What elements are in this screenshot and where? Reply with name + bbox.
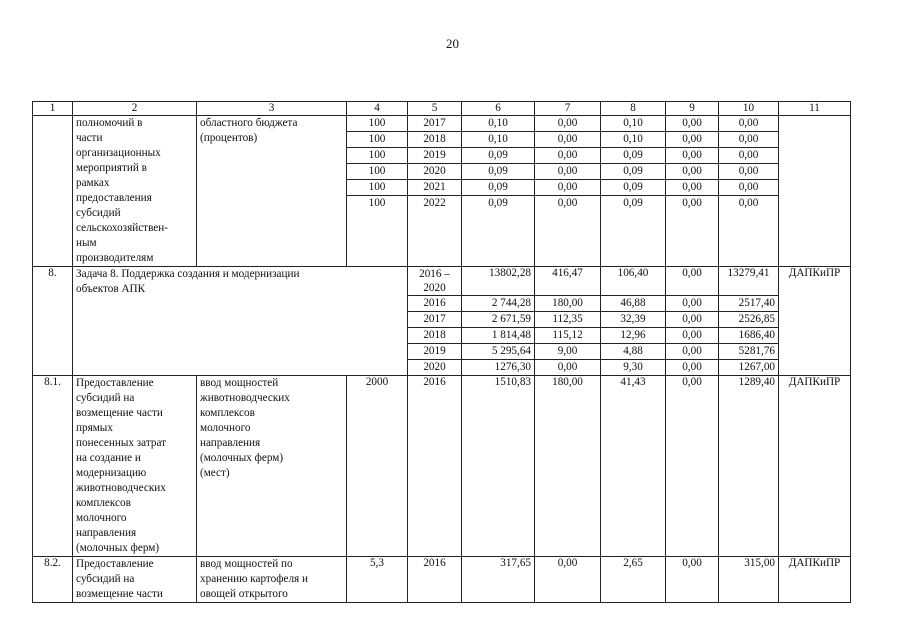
col-header: 1 [33, 102, 73, 116]
col-header: 8 [601, 102, 666, 116]
col-header: 6 [462, 102, 535, 116]
executor-cell [779, 116, 851, 267]
table-row [33, 376, 851, 557]
total-col6: 13802,28 [462, 267, 535, 296]
row-description: полномочий в части организационных мероприятий в рамках предоставления субсидий сельскохозяйствен- ным производителям [73, 116, 197, 267]
year-list: 2017 2018 2019 2020 2021 2022 [408, 116, 462, 267]
year: 2016 [408, 376, 462, 557]
period: 2016 – 2020 [408, 267, 462, 296]
task-title: Задача 8. Поддержка создания и модернизации объектов АПК [73, 267, 408, 376]
row-number: 8.2. [33, 557, 73, 603]
col10-values: 2517,40 2526,85 1686,40 5281,76 1267,00 [719, 296, 779, 376]
col8-values: 0,10 0,10 0,09 0,09 0,09 0,09 [601, 116, 666, 267]
col-header: 11 [779, 102, 851, 116]
col-header: 4 [347, 102, 408, 116]
col-header: 9 [666, 102, 719, 116]
indicator-value: 2000 [347, 376, 408, 557]
total-col7: 416,47 [535, 267, 601, 296]
col7-value: 0,00 [535, 557, 601, 603]
col6-values: 0,10 0,10 0,09 0,09 0,09 0,09 [462, 116, 535, 267]
col9-value: 0,00 [666, 557, 719, 603]
executor: ДАПКиПР [779, 376, 851, 557]
col-header: 2 [73, 102, 197, 116]
row-number: 8.1. [33, 376, 73, 557]
total-col10: 13279,41 [719, 267, 779, 296]
row-description: Предоставление субсидий на возмещение части [73, 557, 197, 603]
col10-value: 315,00 [719, 557, 779, 603]
row-indicator: областного бюджета (процентов) [197, 116, 347, 267]
table-row [33, 267, 851, 296]
col9-values: 0,00 0,00 0,00 0,00 0,00 0,00 [666, 116, 719, 267]
col6-value: 317,65 [462, 557, 535, 603]
col9-values: 0,00 0,00 0,00 0,00 0,00 [666, 296, 719, 376]
row-number: 8. [33, 267, 73, 376]
executor: ДАПКиПР [779, 557, 851, 603]
row-indicator: ввод мощностей животноводческих комплексов молочного направления (молочных ферм) (мест) [197, 376, 347, 557]
col7-value: 180,00 [535, 376, 601, 557]
col-header: 3 [197, 102, 347, 116]
col-header: 7 [535, 102, 601, 116]
col6-values: 2 744,28 2 671,59 1 814,48 5 295,64 1276,30 [462, 296, 535, 376]
col8-value: 41,43 [601, 376, 666, 557]
col9-value: 0,00 [666, 376, 719, 557]
program-table [32, 101, 851, 603]
col-header: 5 [408, 102, 462, 116]
indicator-values: 100 100 100 100 100 100 [347, 116, 408, 267]
col6-value: 1510,83 [462, 376, 535, 557]
col8-value: 2,65 [601, 557, 666, 603]
col8-values: 46,88 32,39 12,96 4,88 9,30 [601, 296, 666, 376]
executor: ДАПКиПР [779, 267, 851, 376]
total-col9: 0,00 [666, 267, 719, 296]
col10-value: 1289,40 [719, 376, 779, 557]
year: 2016 [408, 557, 462, 603]
col7-values: 0,00 0,00 0,00 0,00 0,00 0,00 [535, 116, 601, 267]
row-description: Предоставление субсидий на возмещение части прямых понесенных затрат на создание и модернизацию животноводческих комплексов молочного направления (молочных ферм) [73, 376, 197, 557]
page-number: 20 [446, 36, 459, 51]
total-col8: 106,40 [601, 267, 666, 296]
table-row [33, 116, 851, 267]
col-header: 10 [719, 102, 779, 116]
year-list: 2016 2017 2018 2019 2020 [408, 296, 462, 376]
col10-values: 0,00 0,00 0,00 0,00 0,00 0,00 [719, 116, 779, 267]
header-row [33, 102, 851, 116]
col7-values: 180,00 112,35 115,12 9,00 0,00 [535, 296, 601, 376]
indicator-value: 5,3 [347, 557, 408, 603]
row-indicator: ввод мощностей по хранению картофеля и овощей открытого [197, 557, 347, 603]
table-row [33, 557, 851, 603]
